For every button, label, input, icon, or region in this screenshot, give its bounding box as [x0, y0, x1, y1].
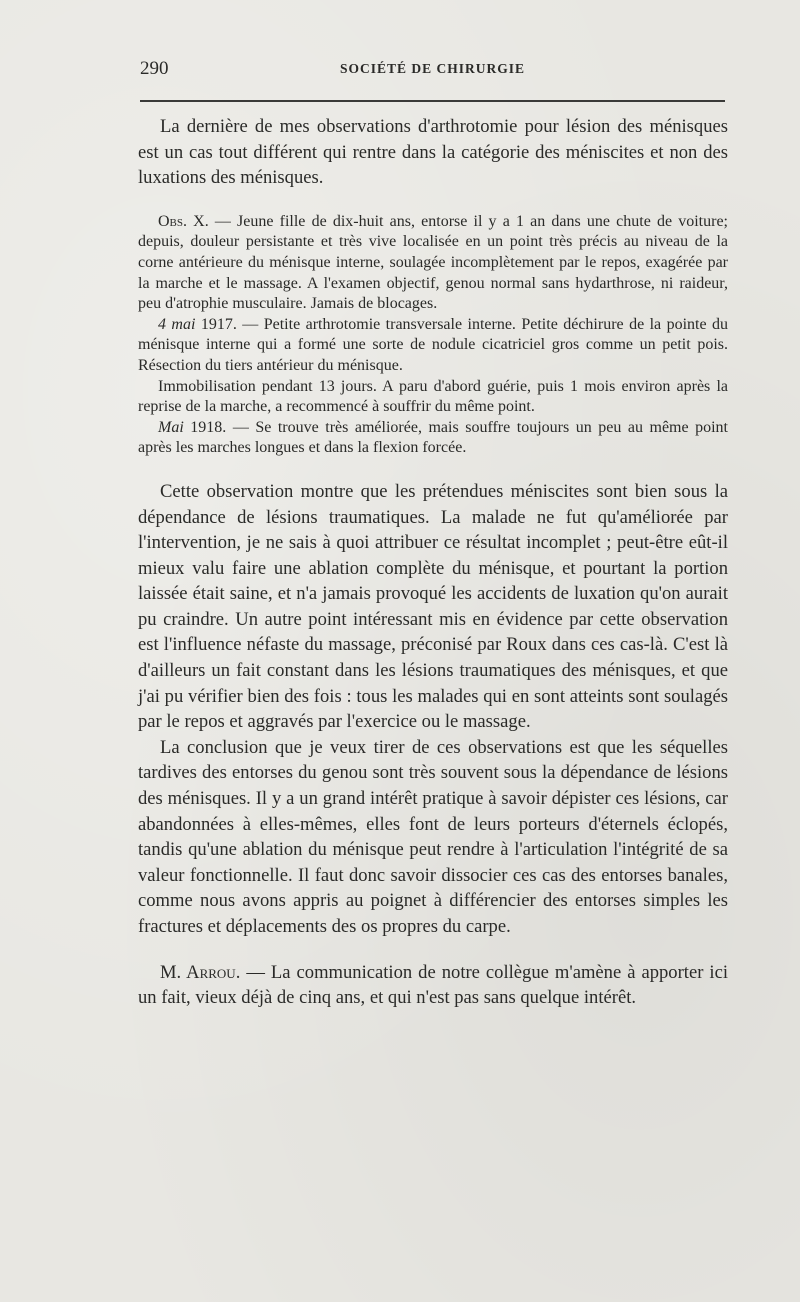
arrou-text: — La communication de notre collègue m'amène à apporter ici un fait, vieux déjà de cinq ans, et qui n'est pas sans quelque intérêt.: [138, 961, 728, 1009]
date2-paragraph: [138, 418, 728, 459]
observation-paragraph: Cette observation montre que les prétendues méniscites sont bien sous la dépendance de lésions traumatiques. La malade ne fut qu'améliorée par l'intervention, je ne sais à quoi attribuer ce résultat incomplet ; peut-être eût-il mieux valu faire une ablation complète du ménisque, et pourtant la portion laissée était saine, et n'a jamais provoqué les accidents de luxation qu'on aurait pu craindre. Un autre point intéressant mis en évidence par cette observation est l'influence néfaste du massage, préconisé par Roux dans ces cas-là. C'est là d'ailleurs un fait constant dans les lésions traumatiques des ménisques, et que j'ai pu vérifier bien des fois : tous les malades qui en sont atteints sont soulagés par le repos et aggravés par l'exercice ou le massage.: [138, 480, 728, 733]
obs-x-paragraph: [138, 212, 728, 315]
observation-x-block: [138, 212, 728, 459]
obs-label: Obs. X.: [158, 212, 209, 230]
page-number: 290: [140, 58, 169, 79]
running-title: SOCIÉTÉ DE CHIRURGIE: [339, 61, 526, 76]
date1-paragraph: [138, 315, 728, 377]
date2-text: 1918. — Se trouve très améliorée, mais souffre toujours un peu au même point après les marches longues et dans la flexion forcée.: [138, 418, 728, 457]
page-header: [140, 58, 725, 88]
conclusion-paragraph: La conclusion que je veux tirer de ces observations est que les séquelles tardives des entorses du genou sont très souvent sous la dépendance de lésions des ménisques. Il y a un grand intérêt pratique à savoir dépister ces lésions, car abandonnées à elles-mêmes, elles font de leurs porteurs d'éternels éclopés, tandis qu'une ablation du ménisque peut rendre à l'articulation l'intégrité de sa valeur fonctionnelle. Il faut donc savoir dissocier ces cas des entorses banales, comme nous avons appris au poignet à différencier des entorses simples les fractures et déplacements des os propres du carpe.: [138, 736, 728, 937]
arrou-label: M. Arrou.: [160, 961, 241, 983]
body-text: [138, 114, 728, 1011]
header-rule: [140, 100, 725, 102]
obs-text: — Jeune fille de dix-huit ans, entorse il y a 1 an dans une chute de voiture; depuis, douleur persistante et très vive localisée en un point très précis au niveau de la corne antérieure du ménisque interne, soulagée incomplètement par le repos, exagérée par la marche et le massage. A l'examen objectif, genou normal sans hydarthrose, ni raideur, peu d'atrophie musculaire. Jamais de blocages.: [138, 212, 728, 313]
date2-label: Mai: [158, 418, 184, 436]
date1-label: 4 mai: [158, 315, 196, 333]
date1-text: 1917. — Petite arthrotomie transversale interne. Petite déchirure de la pointe du ménisque interne qui a formé une sorte de nodule cicatriciel gros comme un petit pois. Résection du tiers antérieur du ménisque.: [138, 315, 729, 374]
immobilisation-paragraph: Immobilisation pendant 13 jours. A paru d'abord guérie, puis 1 mois environ après la reprise de la marche, a recommencé à souffrir du même point.: [138, 377, 728, 416]
intro-paragraph: La dernière de mes observations d'arthrotomie pour lésion des ménisques est un cas tout différent qui rentre dans la catégorie des méniscites et non des luxations des ménisques.: [138, 116, 728, 189]
arrou-paragraph: [138, 960, 728, 1011]
